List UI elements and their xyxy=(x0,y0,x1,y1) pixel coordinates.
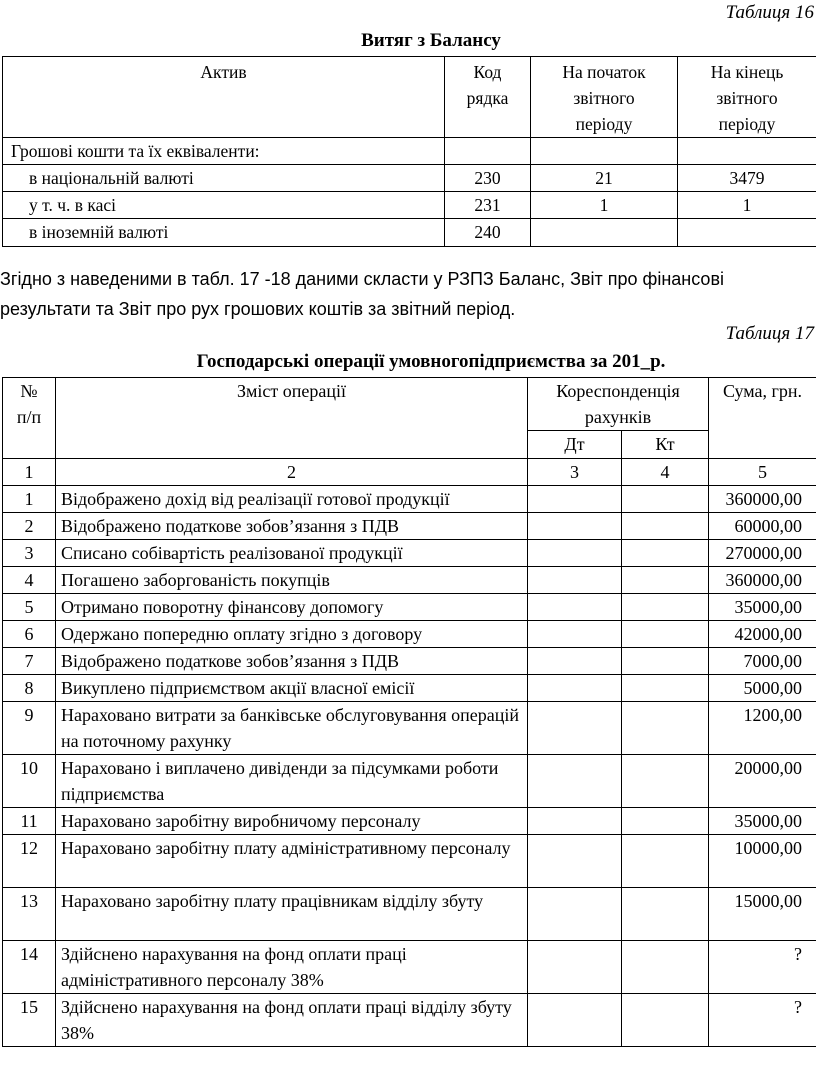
debit-cell xyxy=(528,835,622,888)
operation-number: 5 xyxy=(3,594,56,621)
row-code: 230 xyxy=(445,165,531,192)
operation-text: Нараховано заробітну плату адміністративному персоналу xyxy=(56,835,528,888)
column-number: 4 xyxy=(622,459,709,486)
row-code xyxy=(445,138,531,165)
table-row xyxy=(3,513,816,540)
debit-cell xyxy=(528,941,622,994)
operation-text: Погашено заборгованість покупців xyxy=(56,567,528,594)
table-row xyxy=(3,994,816,1047)
row-label: у т. ч. в касі xyxy=(3,192,445,219)
row-start xyxy=(531,219,678,247)
debit-cell xyxy=(528,486,622,513)
credit-cell xyxy=(622,755,709,808)
operation-number: 12 xyxy=(3,835,56,888)
operation-sum: 7000,00 xyxy=(709,648,816,675)
debit-cell xyxy=(528,755,622,808)
table-row xyxy=(3,567,816,594)
operation-text: Списано собівартість реалізованої продукції xyxy=(56,540,528,567)
row-label: в національній валюті xyxy=(3,165,445,192)
credit-cell xyxy=(622,621,709,648)
row-end xyxy=(678,138,816,165)
row-label: Грошові кошти та їх еквіваленти: xyxy=(3,138,445,165)
table17-title: Господарські операції умовногопідприємства за 201_р. xyxy=(196,351,666,372)
task-paragraph: Згідно з наведеними в табл. 17 -18 даними скласти у РЗПЗ Баланс, Звіт про фінансові результати та Звіт про рух грошових коштів за звітний період. xyxy=(0,269,724,319)
credit-cell xyxy=(622,648,709,675)
header-content: Зміст операції xyxy=(56,378,528,459)
operation-text: Одержано попередню оплату згідно з договору xyxy=(56,621,528,648)
operation-number: 11 xyxy=(3,808,56,835)
row-start xyxy=(531,138,678,165)
credit-cell xyxy=(622,808,709,835)
operation-text: Здійснено нарахування на фонд оплати праці адміністративного персоналу 38% xyxy=(56,941,528,994)
operation-number: 7 xyxy=(3,648,56,675)
debit-cell xyxy=(528,594,622,621)
debit-cell xyxy=(528,994,622,1047)
column-number: 2 xyxy=(56,459,528,486)
operation-text: Нараховано і виплачено дивіденди за підсумками роботи підприємства xyxy=(56,755,528,808)
header-correspondence: Кореспонденція рахунків xyxy=(528,378,709,431)
column-number: 3 xyxy=(528,459,622,486)
operation-number: 1 xyxy=(3,486,56,513)
operation-number: 8 xyxy=(3,675,56,702)
table16-title: Витяг з Балансу xyxy=(361,30,501,51)
credit-cell xyxy=(622,594,709,621)
table-row xyxy=(3,540,816,567)
debit-cell xyxy=(528,540,622,567)
operation-text: Здійснено нарахування на фонд оплати праці відділу збуту 38% xyxy=(56,994,528,1047)
balance-extract-table xyxy=(2,56,816,247)
debit-cell xyxy=(528,621,622,648)
operation-number: 10 xyxy=(3,755,56,808)
row-code: 240 xyxy=(445,219,531,247)
credit-cell xyxy=(622,486,709,513)
header-code: Код рядка xyxy=(445,57,531,138)
header-end: На кінець звітного періоду xyxy=(678,57,816,138)
operation-text: Отримано поворотну фінансову допомогу xyxy=(56,594,528,621)
header-asset: Актив xyxy=(3,57,445,138)
table-row xyxy=(3,835,816,888)
operation-text: Відображено дохід від реалізації готової продукції xyxy=(56,486,528,513)
row-start: 1 xyxy=(531,192,678,219)
credit-cell xyxy=(622,513,709,540)
operation-sum: 360000,00 xyxy=(709,486,816,513)
table-row xyxy=(3,648,816,675)
operation-sum: 42000,00 xyxy=(709,621,816,648)
operation-number: 9 xyxy=(3,702,56,755)
operation-sum: 270000,00 xyxy=(709,540,816,567)
operation-number: 15 xyxy=(3,994,56,1047)
credit-cell xyxy=(622,835,709,888)
operation-sum: 20000,00 xyxy=(709,755,816,808)
operation-text: Відображено податкове зобов’язання з ПДВ xyxy=(56,513,528,540)
operation-text: Відображено податкове зобов’язання з ПДВ xyxy=(56,648,528,675)
header-number: № п/п xyxy=(3,378,56,459)
operation-number: 14 xyxy=(3,941,56,994)
operation-number: 13 xyxy=(3,888,56,941)
credit-cell xyxy=(622,702,709,755)
row-code: 231 xyxy=(445,192,531,219)
operation-text: Нараховано заробітну плату працівникам відділу збуту xyxy=(56,888,528,941)
credit-cell xyxy=(622,567,709,594)
debit-cell xyxy=(528,513,622,540)
debit-cell xyxy=(528,675,622,702)
table-row xyxy=(3,675,816,702)
operation-sum: 15000,00 xyxy=(709,888,816,941)
header-start: На початок звітного періоду xyxy=(531,57,678,138)
debit-cell xyxy=(528,808,622,835)
debit-cell xyxy=(528,702,622,755)
row-end: 3479 xyxy=(678,165,816,192)
debit-cell xyxy=(528,648,622,675)
operation-number: 2 xyxy=(3,513,56,540)
operation-sum: 360000,00 xyxy=(709,567,816,594)
table-row xyxy=(3,594,816,621)
row-start: 21 xyxy=(531,165,678,192)
operation-sum: 10000,00 xyxy=(709,835,816,888)
operation-sum: 35000,00 xyxy=(709,808,816,835)
header-debit: Дт xyxy=(528,431,622,459)
credit-cell xyxy=(622,888,709,941)
operation-text: Нараховано заробітну виробничому персоналу xyxy=(56,808,528,835)
credit-cell xyxy=(622,941,709,994)
credit-cell xyxy=(622,675,709,702)
table17-caption: Таблиця 17 xyxy=(725,323,814,344)
operation-sum: 1200,00 xyxy=(709,702,816,755)
table16-caption: Таблиця 16 xyxy=(725,2,814,23)
operation-number: 6 xyxy=(3,621,56,648)
table-row xyxy=(3,941,816,994)
table-row xyxy=(3,755,816,808)
credit-cell xyxy=(622,994,709,1047)
row-end xyxy=(678,219,816,247)
operation-text: Нараховано витрати за банківське обслуговування операцій на поточному рахунку xyxy=(56,702,528,755)
row-label: в іноземній валюті xyxy=(3,219,445,247)
column-number: 5 xyxy=(709,459,816,486)
table-row xyxy=(3,486,816,513)
header-credit: Кт xyxy=(622,431,709,459)
operation-number: 3 xyxy=(3,540,56,567)
credit-cell xyxy=(622,540,709,567)
operation-sum: 60000,00 xyxy=(709,513,816,540)
operations-table xyxy=(2,377,816,1047)
column-number: 1 xyxy=(3,459,56,486)
table-row xyxy=(3,808,816,835)
row-end: 1 xyxy=(678,192,816,219)
table-row xyxy=(3,702,816,755)
operation-text: Викуплено підприємством акції власної емісії xyxy=(56,675,528,702)
operation-number: 4 xyxy=(3,567,56,594)
operation-sum: ? xyxy=(709,941,816,994)
debit-cell xyxy=(528,888,622,941)
operation-sum: 5000,00 xyxy=(709,675,816,702)
operation-sum: ? xyxy=(709,994,816,1047)
header-sum: Сума, грн. xyxy=(709,378,816,459)
table-row xyxy=(3,888,816,941)
table-row xyxy=(3,621,816,648)
debit-cell xyxy=(528,567,622,594)
operation-sum: 35000,00 xyxy=(709,594,816,621)
